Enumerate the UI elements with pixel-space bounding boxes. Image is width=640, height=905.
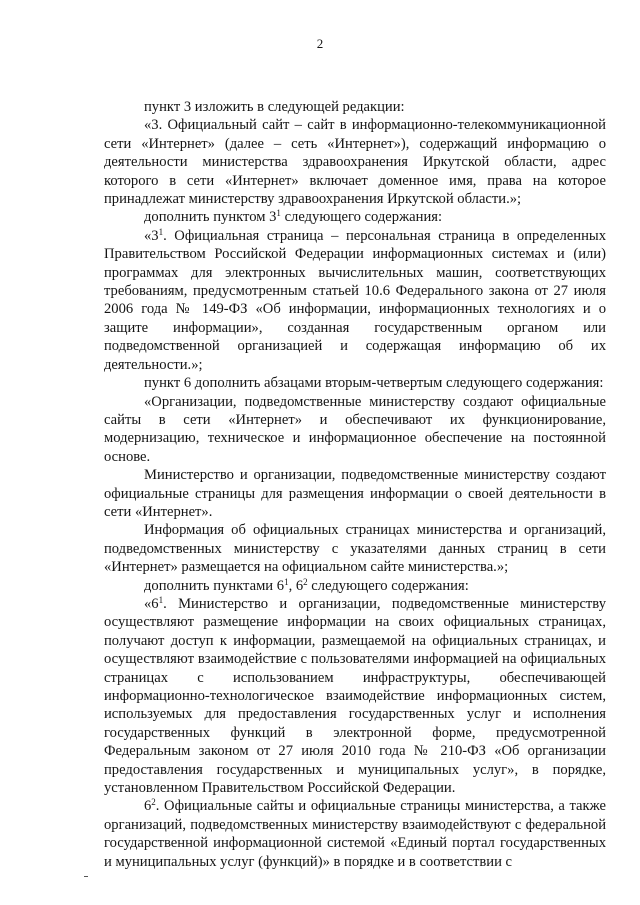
paragraph: дополнить пунктом $3^1$ следующего содержания: <box>144 208 443 226</box>
paragraph: Информация об официальных страницах министерства и организаций, подведомственных министерству с указателями данных страниц в сети «Интернет» размещается на официальном сайте министерства.»; <box>104 522 606 576</box>
paragraph: «$6^1$. Министерство и организации, подведомственные министерству осуществляют размещение информации на своих официальных страницах, получают доступ к информации, размещаемой на официальных страницах, и осуществляют взаимодействие с пользователями информацией на официальных страницах с использованием инфраструктуры, обеспечивающей информационно-технологическое взаимодействие информационных систем, используемых для предоставления государственных услуг и исполнения государственных функций в электронной форме, предусмотренной Федеральным законом от 27 июля 2010 года № 210-ФЗ «Об организации предоставления государственных и муниципальных услуг», в порядке, установленном Правительством Российской Федерации. <box>104 594 606 797</box>
paragraph: Министерство и организации, подведомственные министерству создают официальные страницы для размещения информации о своей деятельности в сети «Интернет». <box>104 467 606 520</box>
paragraph: дополнить пунктами $6^1$, $6^2$ следующего содержания: <box>144 576 469 594</box>
paragraph: пункт 6 дополнить абзацами вторым-четвертым следующего содержания: <box>144 375 604 392</box>
document-body <box>104 98 606 871</box>
paragraph: $6^2$. Официальные сайты и официальные страницы министерства, а также организаций, подведомственных министерству взаимодействуют с федеральной государственной информационной системой «Единый портал государственных и муниципальных услуг (функций)» в порядке и в соответствии с <box>104 797 606 870</box>
paragraph: «$3^1$. Официальная страница – персональная страница в определенных Правительством Российской Федерации информационных системах и (или) программах для электронных вычислительных машин, соответствующих требованиям, предусмотренным статьей 10.6 Федерального закона от 27 июля 2006 года № 149-ФЗ «Об информации, информационных технологиях и о защите информации», созданная государственным органом или подведомственной организацией и содержащая информацию об их деятельности.»; <box>104 226 606 373</box>
scan-mark <box>84 876 88 877</box>
page-number: 2 <box>316 36 324 51</box>
paragraph: «3. Официальный сайт – сайт в информационно-телекоммуникационной сети «Интернет» (далее – сеть «Интернет»), содержащий информацию о деятельности министерства здравоохранения Иркутской области, адрес которого в сети «Интернет» включает доменное имя, права на которое принадлежат министерству здравоохранения Иркутской области.»; <box>104 117 606 208</box>
paragraph: «Организации, подведомственные министерству создают официальные сайты в сети «Интернет» и обеспечивают их функционирование, модернизацию, техническое и информационное обеспечение на постоянной основе. <box>104 393 606 465</box>
paragraph: пункт 3 изложить в следующей редакции: <box>144 99 405 115</box>
